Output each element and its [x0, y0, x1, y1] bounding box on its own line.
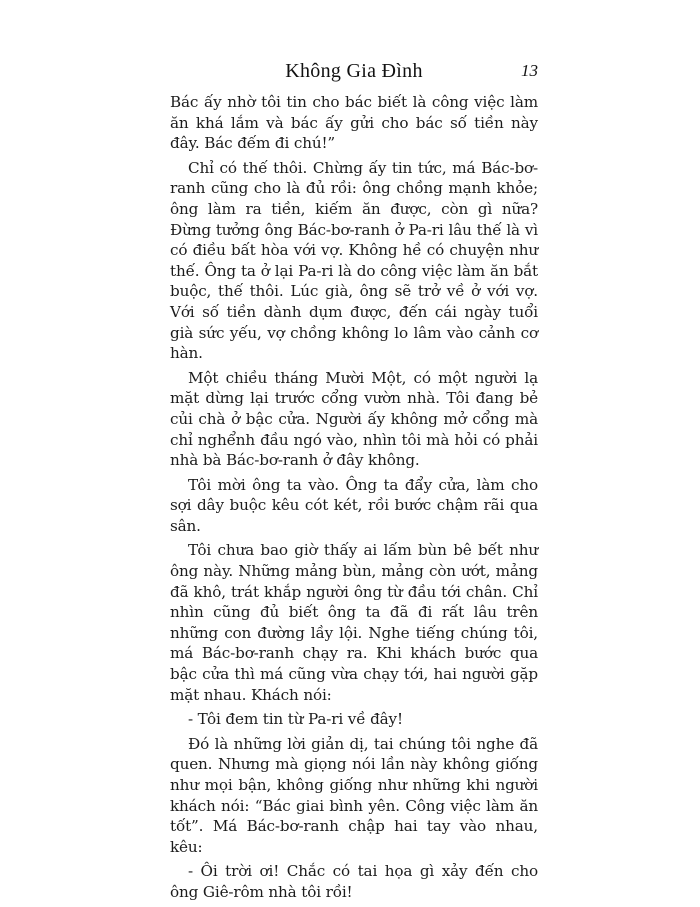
paragraph: Đó là những lời giản dị, tai chúng tôi nghe đã quen. Nhưng mà giọng nói lần này không giống như mọi bận, không giống như những khi người khách nói: “Bác giai bình yên. Công việc làm ăn tốt”. Má Bác-bơ-ranh chập hai tay vào nhau, kêu:	[170, 734, 538, 856]
dialogue-line: - Tôi đem tin từ Pa-ri về đây!	[188, 710, 403, 729]
paragraph: Tôi chưa bao giờ thấy ai lấm bùn bê bết như ông này. Những mảng bùn, mảng còn ướt, mảng đã khô, trát khắp người ông từ đầu tới chân. Chỉ nhìn cũng đủ biết ông ta đã đi rất lâu trên những con đường lầy lội. Nghe tiếng chúng tôi, má Bác-bơ-ranh chạy ra. Khi khách bước qua bậc cửa thì má cũng vừa chạy tới, hai người gặp mặt nhau. Khách nói:	[170, 541, 538, 704]
page-number: 13	[521, 61, 538, 80]
paragraph: Một chiều tháng Mười Một, có một người lạ mặt dừng lại trước cổng vườn nhà. Tôi đang bẻ củi chà ở bậc cửa. Người ấy không mở cổng mà chỉ nghểnh đầu ngó vào, nhìn tôi mà hỏi có phải nhà bà Bác-bơ-ranh ở đây không.	[170, 368, 538, 470]
page-header	[170, 58, 538, 88]
dialogue-line: - Ôi trời ơi! Chắc có tai họa gì xảy đến cho ông Giê-rôm nhà tôi rồi!	[170, 862, 538, 901]
paragraph: Chỉ có thế thôi. Chừng ấy tin tức, má Bác-bơ-ranh cũng cho là đủ rồi: ông chồng mạnh khỏe; ông làm ra tiền, kiếm ăn được, còn gì nữa? Đừng tưởng ông Bác-bơ-ranh ở Pa-ri lâu thế là vì có điều bất hòa với vợ. Không hề có chuyện như thế. Ông ta ở lại Pa-ri là do công việc làm ăn bắt buộc, thế thôi. Lúc già, ông sẽ trở về ở với vợ. Với số tiền dành dụm được, đến cái ngày tuổi già sức yếu, vợ chồng không lo lâm vào cảnh cơ hàn.	[170, 158, 538, 363]
paragraph: Tôi mời ông ta vào. Ông ta đẩy cửa, làm cho sợi dây buộc kêu cót két, rồi bước chậm rãi qua sân.	[170, 475, 538, 535]
paragraph: Bác ấy nhờ tôi tin cho bác biết là công việc làm ăn khá lắm và bác ấy gửi cho bác số tiền này đây. Bác đếm đi chú!”	[170, 93, 538, 153]
page-body	[170, 92, 538, 907]
running-title: Không Gia Đình	[285, 60, 423, 82]
